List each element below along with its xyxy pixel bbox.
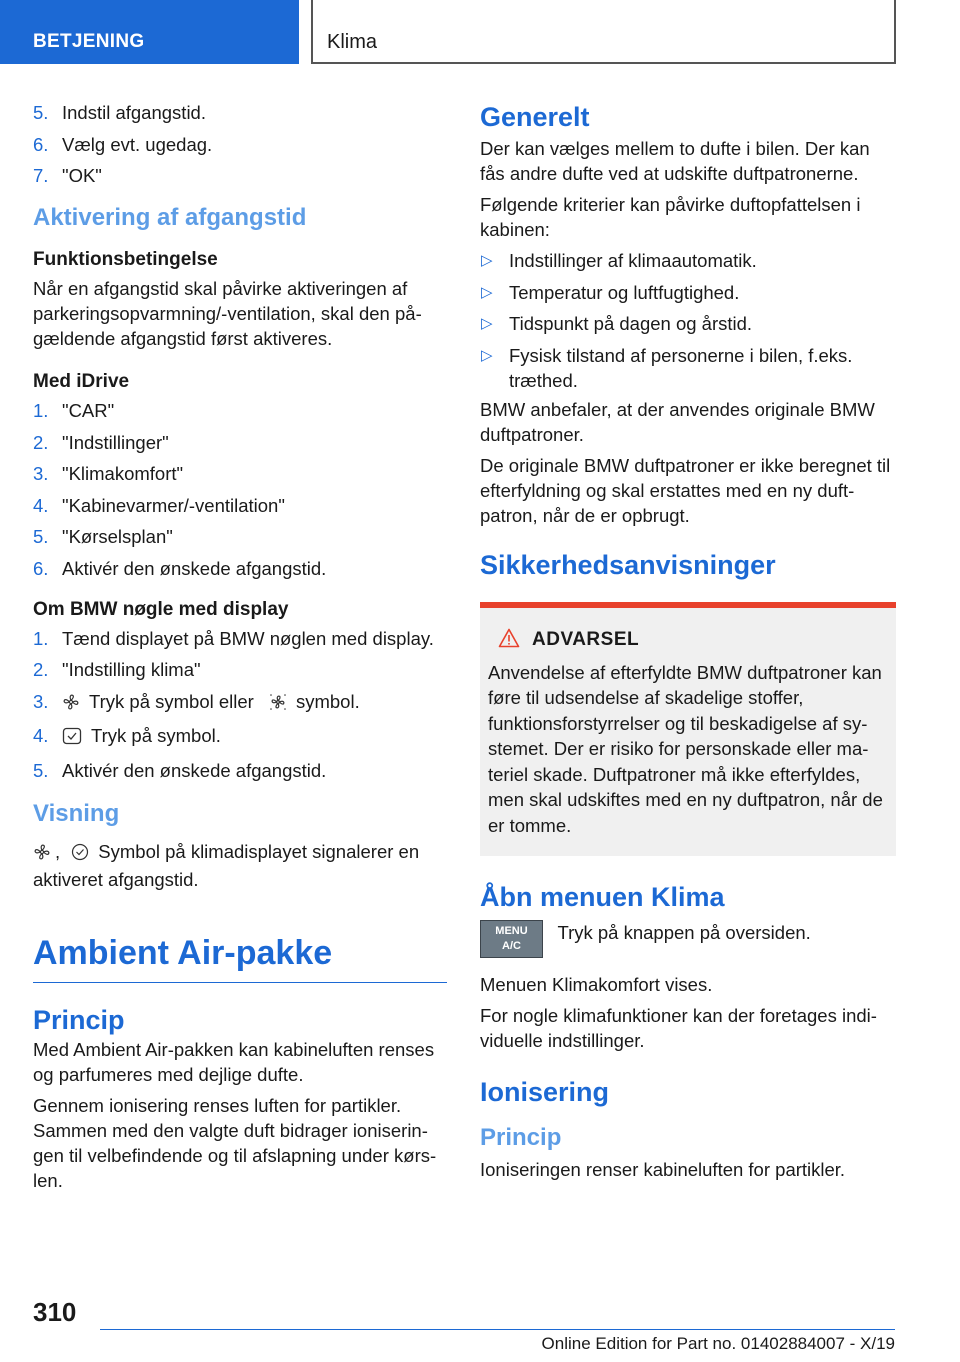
edition-text: Online Edition for Part no. 01402884007 - X/19 [541, 1334, 895, 1353]
general-text-4: De originale BMW duftpatroner er ikke beregnet til efterfyldning og skal erstattes med en ny duftpatron, når de er opbrugt. [480, 454, 891, 526]
general-text-3: BMW anbefaler, at der anvendes originale BMW duftpatroner. [480, 398, 875, 445]
list-item: 6. Vælg evt. ugedag. [33, 133, 213, 155]
idrive-steps [33, 398, 447, 581]
function-condition-text: Når en afgangstid skal påvirke aktiveringen af parkeringsopvarmning/-ventilation, skal den pågældende afgangstid først aktiveres. [33, 278, 422, 349]
page-number: 310 [33, 1297, 77, 1327]
menu-text-1: Menuen Klimakomfort vises. [480, 974, 713, 995]
list-item: 6. Aktivér den ønskede afgangstid. [33, 557, 327, 579]
ionisation-principle-heading: Princip [480, 1124, 562, 1151]
list-item: 1. "CAR" [33, 400, 115, 421]
safety-heading: Sikkerhedsanvisninger [480, 549, 776, 580]
list-item: 4. "Kabinevarmer/-ventilation" [33, 494, 285, 516]
menu-button-text: Tryk på knappen på oversiden. [557, 922, 811, 943]
list-item: 5. Indstil afgangstid. [33, 102, 206, 123]
principle-text-2: Gennem ionisering renses luften for partikler. Sammen med den valgte duft bidrager ioniseringen til velbefindende og til afslapning under kørslen. [33, 1094, 437, 1191]
general-heading: Generelt [480, 102, 590, 132]
fan-icon [33, 842, 51, 867]
chapter-label: Klima [327, 31, 378, 53]
footer-divider [100, 1329, 895, 1330]
schedule-check-icon [62, 726, 82, 751]
list-item: 2. "Indstillinger" [33, 431, 169, 453]
afgangstid-steps [33, 100, 447, 188]
open-menu-heading: Åbn menuen Klima [480, 882, 725, 912]
list-item: ▷ Temperatur og luftfugtighed. [481, 281, 740, 303]
list-item: 4. Tryk på symbol. [33, 723, 447, 751]
bullet-triangle-icon: ▷ [481, 283, 493, 301]
key-display-steps [33, 626, 447, 783]
warning-title: ADVARSEL [488, 628, 888, 652]
section-tab [0, 0, 299, 64]
principle-text-1: Med Ambient Air-pakken kan kabineluften renses og parfumeres med dejlige dufte. [33, 1038, 435, 1085]
list-item: 3. "Klimakomfort" [33, 463, 184, 484]
menu-button-row [480, 920, 896, 958]
general-text-1: Der kan vælges mellem to dufte i bilen. Der kan fås andre dufte ved at udskifte duftpatronerne. [480, 138, 870, 184]
list-item: 2. "Indstilling klima" [33, 659, 201, 680]
bullet-triangle-icon: ▷ [481, 346, 493, 364]
key-display-heading: Om BMW nøgle med display [33, 598, 289, 620]
menu-text-2: For nogle klimafunktioner kan der foretages individuelle indstillinger. [480, 1005, 877, 1051]
fan-ventilation-icon [269, 692, 287, 717]
bullet-triangle-icon: ▷ [481, 315, 493, 332]
display-text: , Symbol på klimadisplayet signalerer en aktiveret afgangstid. [33, 840, 420, 890]
fan-icon [62, 692, 80, 717]
menu-ac-button-icon: MENU A/C [480, 920, 543, 958]
list-item: 3. Tryk på symbol eller symbol. [33, 689, 447, 717]
list-item: ▷ Indstillinger af klimaautomatik. [481, 250, 757, 271]
idrive-heading: Med iDrive [33, 371, 130, 392]
principle-heading: Princip [33, 1004, 125, 1035]
chapter-tab [311, 0, 896, 64]
ionisation-text: Ioniseringen renser kabineluften for partikler. [480, 1159, 846, 1180]
list-item: 7. "OK" [33, 165, 102, 186]
left-column [33, 100, 447, 1199]
list-item: ▷ Fysisk tilstand af personerne i bilen, f.eks. træthed. [481, 344, 853, 391]
display-heading: Visning [33, 799, 120, 827]
function-condition-heading: Funktionsbetingelse [33, 249, 218, 270]
bullet-triangle-icon: ▷ [481, 252, 493, 269]
ionisation-heading: Ionisering [480, 1077, 610, 1107]
criteria-list [480, 248, 896, 393]
section-label: BETJENING [33, 31, 145, 52]
warning-triangle-icon [498, 628, 520, 648]
general-text-2: Følgende kriterier kan påvirke duftopfattelsen i kabinen: [480, 194, 861, 240]
warning-text: Anvendelse af efterfyldte BMW duftpatroner kan føre til udsendelse af skadelige stoffer, funktionsforstyrrelser og til beskadigelse af systemet. Der er risiko for personskade eller materiel skade. Duftpatroner må ikke efterfyldes, men skal udskiftes med en ny duftpatron, når de er tomme. [488, 661, 883, 836]
right-column [480, 100, 896, 1188]
check-circle-icon [71, 842, 89, 867]
list-item: ▷ Tidspunkt på dagen og årstid. [481, 313, 753, 334]
ambient-air-heading: Ambient Air-pakke [33, 932, 447, 983]
activation-heading: Aktivering af afgangstid [33, 204, 307, 231]
list-item: 5. Aktivér den ønskede afgangstid. [33, 759, 327, 781]
list-item: 5. "Kørselsplan" [33, 526, 173, 547]
warning-box [480, 602, 896, 857]
list-item: 1. Tænd displayet på BMW nøglen med display. [33, 627, 434, 649]
